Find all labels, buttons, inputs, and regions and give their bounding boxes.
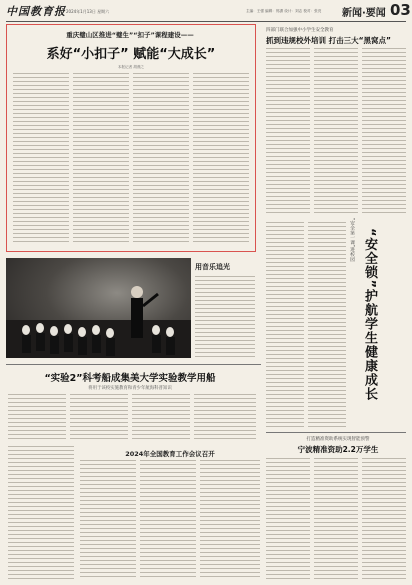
article-text-column [314, 458, 358, 580]
section-title: 新闻·要闻 [342, 8, 386, 19]
article-text-column [80, 460, 136, 580]
article-text-column [193, 73, 249, 245]
article-text-column [314, 48, 358, 216]
masthead [6, 1, 411, 22]
section-divider [6, 364, 261, 365]
ship-article-subheadline: 将用于该校实施教育和青少年航海科普知识 [88, 386, 172, 391]
ningbo-headline: 宁波精准资助2.2万学生 [297, 445, 379, 454]
lead-article[interactable] [6, 24, 256, 252]
article-text-column [140, 460, 196, 580]
page-number: 03 [390, 1, 411, 19]
vertical-kicker: “安全第一课”进校园 [349, 218, 354, 262]
meeting-headline: 2024年全国教育工作会议召开 [125, 450, 215, 458]
newspaper-logo: 中国教育报 [6, 5, 66, 18]
article-text-column [266, 458, 310, 580]
article-text-column [362, 48, 406, 216]
lead-byline: 本报记者 胡鼎之 [117, 65, 145, 69]
right-article-kicker: 四部门联合加强中小学生安全教育 [266, 28, 334, 33]
article-text-column [73, 73, 129, 245]
photo-caption-text [195, 276, 255, 358]
article-text-column [200, 460, 260, 580]
ship-article-headline: “实验2”科考船成集美大学实验教学用船 [44, 373, 216, 384]
article-text-column [132, 394, 190, 442]
article-text-column [266, 222, 304, 428]
photo-title: 用音乐追光 [195, 263, 230, 271]
article-text-column [266, 48, 310, 216]
ningbo-kicker: 打造精准资助系统实现智能预警 [306, 437, 370, 442]
editor-credits: 主编：王强 编辑：郭潇 设计：刘志 校对：张亮 [246, 9, 322, 13]
right-article-headline: 抓到违规校外培训 打击三大“黑窝点” [266, 36, 391, 45]
lead-headline: 系好“小扣子” 赋能“大成长” [46, 47, 216, 62]
vertical-headline: “安全锁”护航学生健康成长 [362, 228, 377, 402]
article-text-column [13, 73, 69, 245]
orchestra-illustration [6, 258, 191, 358]
section-divider [266, 432, 406, 433]
vertical-feature[interactable] [348, 218, 406, 428]
issue-date: 2024年1月13日 星期六 [66, 9, 110, 14]
article-text-column [362, 458, 406, 580]
article-text-column [70, 394, 128, 442]
article-text-column [8, 446, 74, 580]
concert-photo [6, 258, 191, 358]
lead-kicker: 重庆璧山区推进“璧生”“扣子”课程建设—— [66, 31, 194, 39]
article-text-column [194, 394, 256, 442]
article-text-column [133, 73, 189, 245]
article-text-column [308, 222, 346, 428]
article-text-column [8, 394, 66, 442]
